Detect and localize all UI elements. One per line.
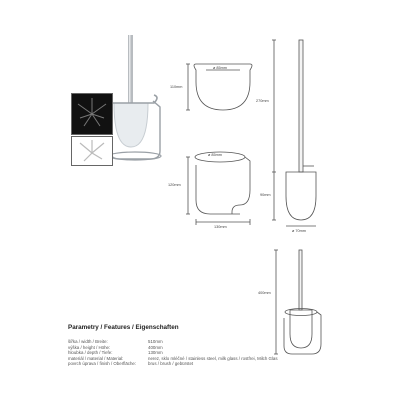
param-label: materiál / material / Material: bbox=[68, 355, 124, 361]
param-value: brus / brush / gebürstet bbox=[148, 361, 194, 367]
dim-handle-length: 270mm bbox=[256, 99, 269, 103]
dim-brush-height: 90mm bbox=[260, 193, 271, 197]
param-row bbox=[68, 361, 388, 367]
param-value: 510mm bbox=[148, 339, 163, 344]
dim-total-height: 400mm bbox=[258, 291, 271, 295]
param-label: povrch úprava / finish / Oberfläche: bbox=[68, 361, 137, 367]
dim-ring-diameter: ø 85mm bbox=[208, 153, 222, 157]
param-label: šířka / width / Breite: bbox=[68, 339, 108, 344]
param-value: nerez, sklo mléčné / stainless steel, milk glass / rostfrei, Milch Glas bbox=[148, 355, 278, 361]
param-label: hloubka / depth / Tiefe: bbox=[68, 350, 113, 356]
dim-holder-depth: 130mm bbox=[214, 225, 227, 229]
parameters-section bbox=[68, 324, 388, 367]
param-value: 130mm bbox=[148, 350, 163, 356]
parameters-heading: Parametry / Features / Eigenschaften bbox=[68, 324, 179, 331]
dim-brush-diameter: ø 70mm bbox=[292, 229, 306, 233]
dim-holder-height: 120mm bbox=[168, 183, 181, 187]
dim-cup-height: 110mm bbox=[170, 85, 183, 89]
param-value: 400mm bbox=[148, 344, 163, 350]
dim-cup-diameter: ø 85mm bbox=[213, 66, 227, 70]
param-label: výška / height / Höhe: bbox=[68, 344, 111, 350]
